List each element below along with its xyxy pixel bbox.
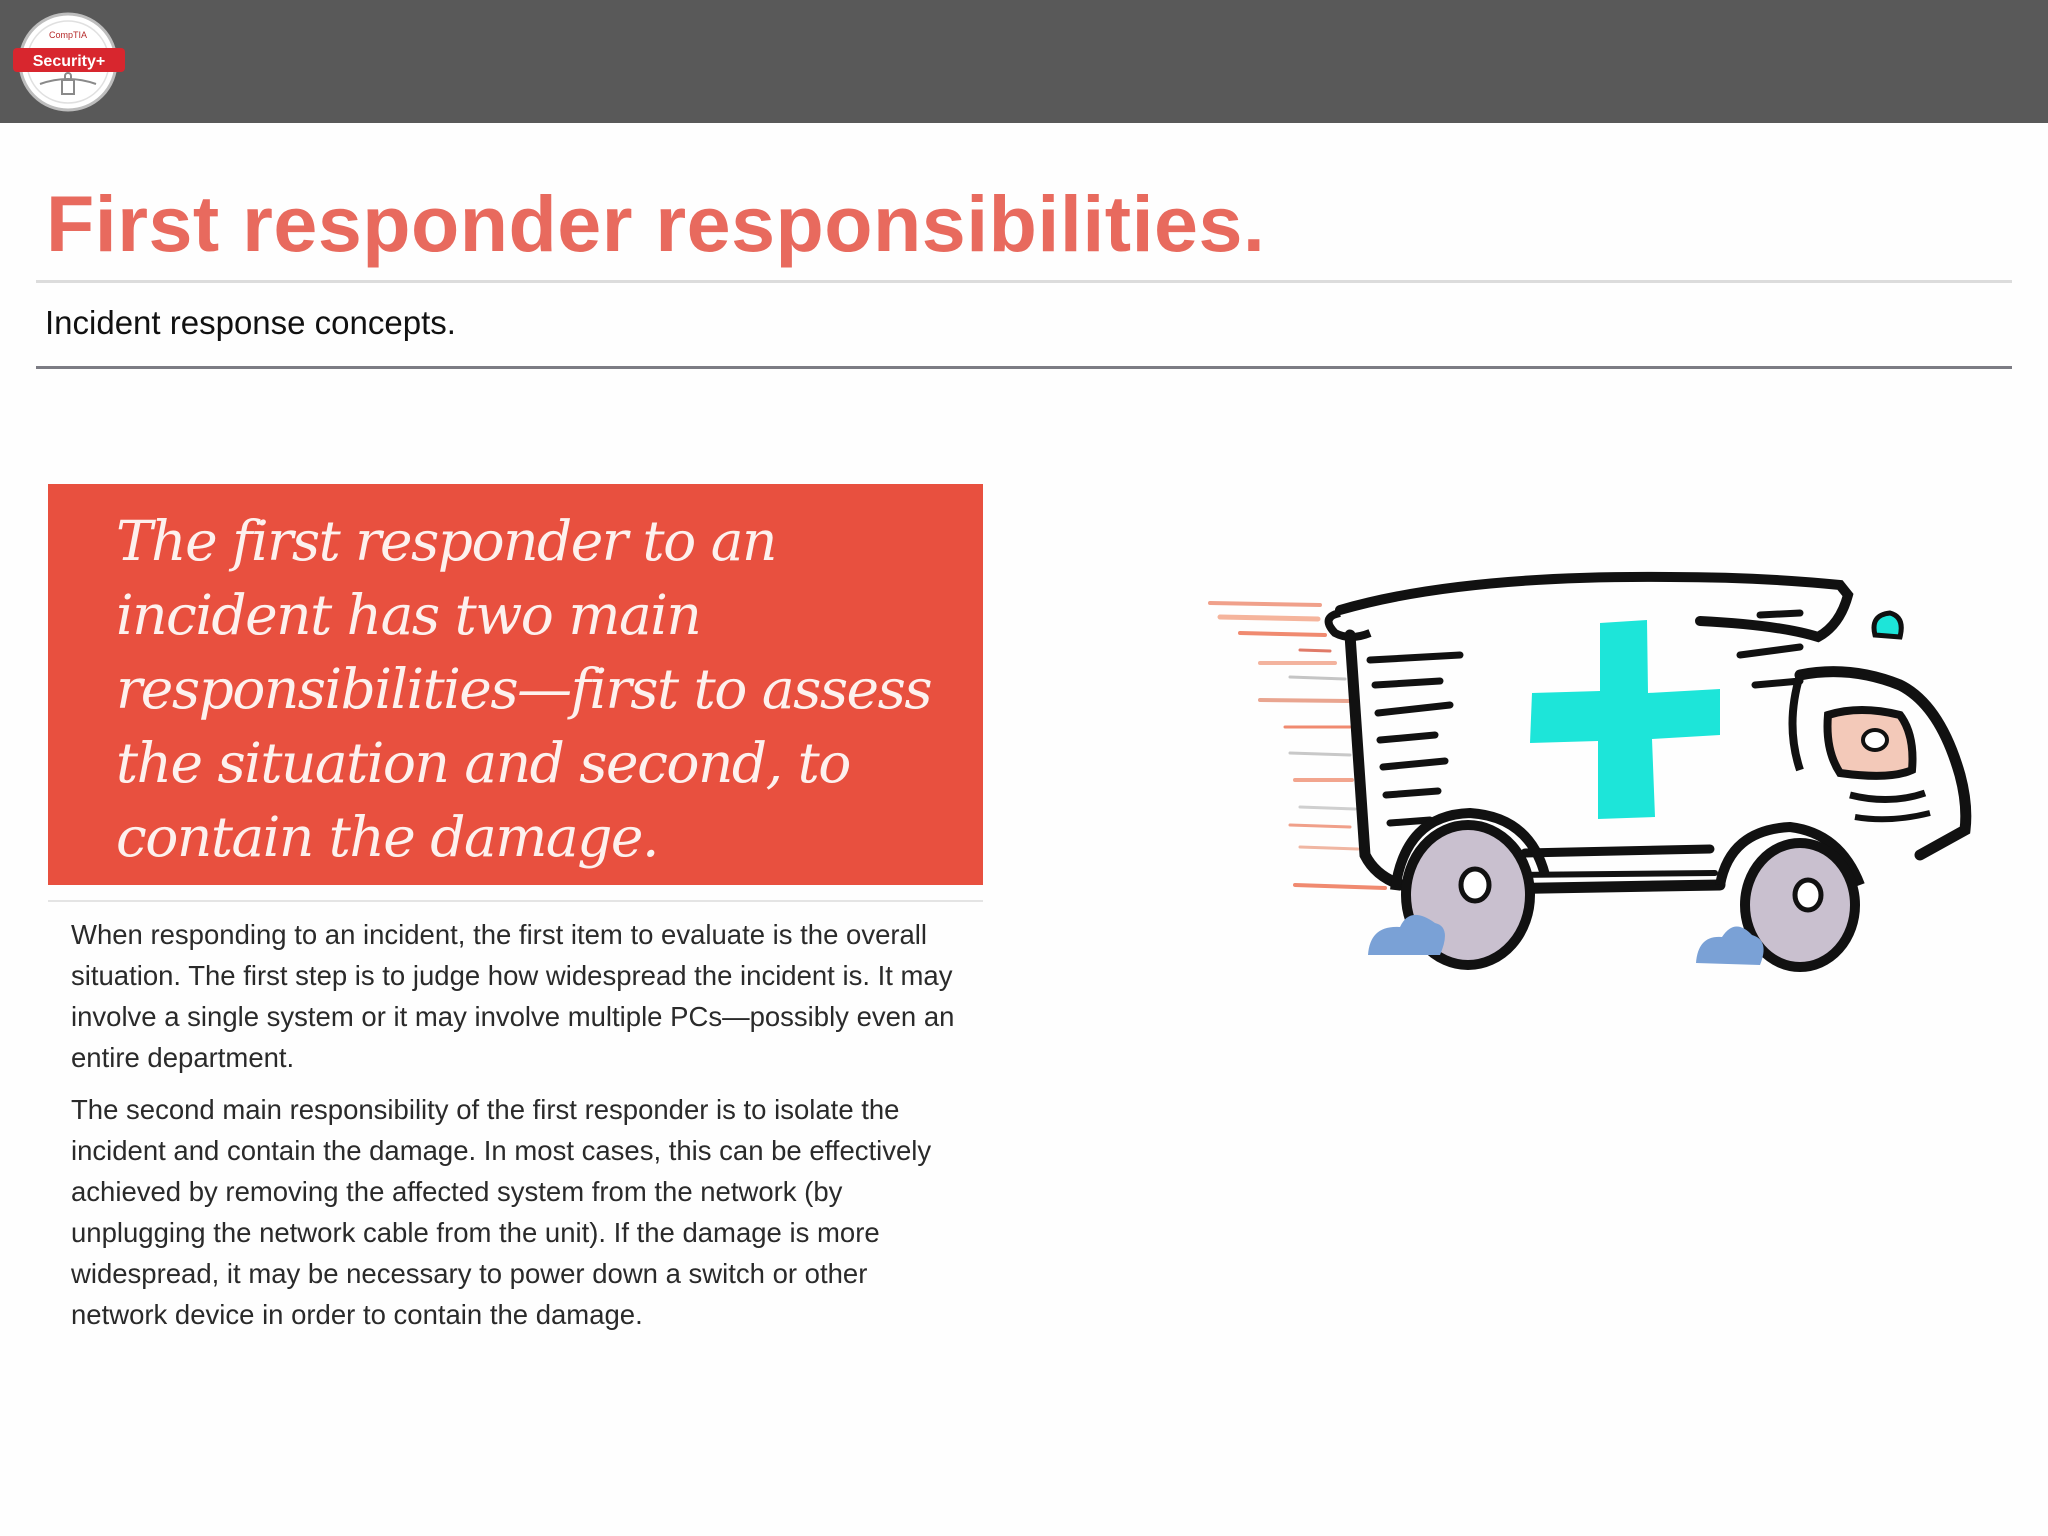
quote-divider xyxy=(48,900,983,902)
top-bar xyxy=(0,0,2048,123)
title-divider xyxy=(36,280,2012,283)
logo-brand-small: CompTIA xyxy=(48,30,88,40)
comptia-security-plus-logo-icon xyxy=(10,10,132,114)
ambulance-icon xyxy=(1200,555,1990,995)
slide-subtitle: Incident response concepts. xyxy=(45,304,456,341)
body-text xyxy=(71,914,971,1346)
quote-box xyxy=(48,484,983,885)
slide-title: First responder responsibilities. xyxy=(46,179,1266,268)
logo-brand-main: Security+ xyxy=(32,53,106,70)
quote-text: The first responder to an incident has two main responsibilities—first to assess the situation and second, to contain the damage. xyxy=(116,509,932,869)
body-paragraph-2: The second main responsibility of the first responder is to isolate the incident and contain the damage. In most cases, this can be effectively achieved by removing the affected system from the network (by unplugging the network cable from the unit). If the damage is more widespread, it may be necessary to power down a switch or other network device in order to contain the damage. xyxy=(71,1094,932,1330)
body-paragraph-1: When responding to an incident, the first item to evaluate is the overall situation. The first step is to judge how widespread the incident is. It may involve a single system or it may involve multiple PCs—possibly even an entire department. xyxy=(71,919,955,1073)
subtitle-divider xyxy=(36,366,2012,369)
